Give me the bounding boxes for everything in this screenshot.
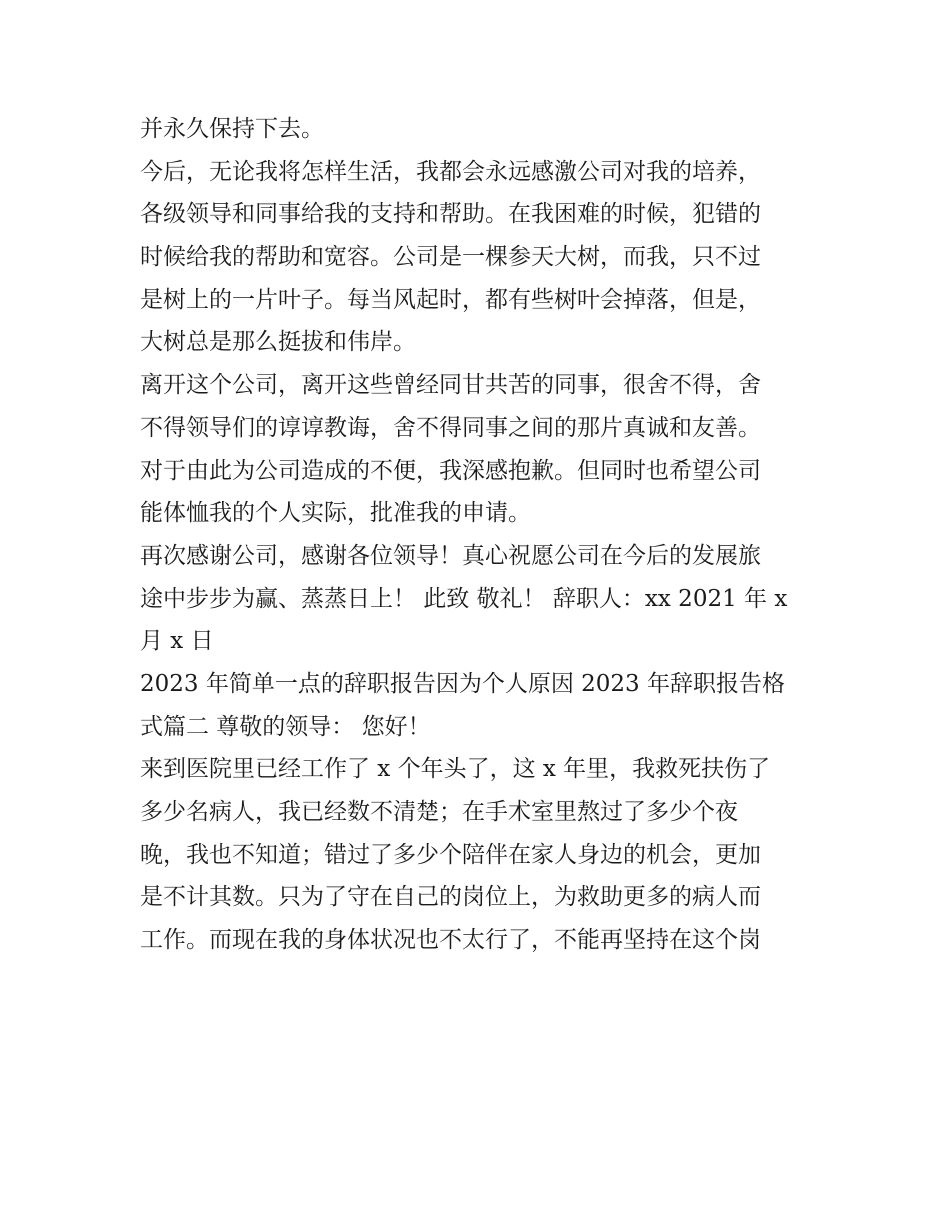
text-line: 今后，无论我将怎样生活，我都会永远感激公司对我的培养， <box>140 158 761 185</box>
text-line: 途中步步为赢、蒸蒸日上！ 此致 敬礼！ 辞职人：xx 2021 年 x <box>140 585 788 612</box>
text-line: 能体恤我的个人实际，批准我的申请。 <box>140 500 531 527</box>
text-line: 是不计其数。只为了守在自己的岗位上，为救助更多的病人而 <box>140 884 761 911</box>
text-line: 再次感谢公司，感谢各位领导！真心祝愿公司在今后的发展旅 <box>140 542 761 569</box>
text-line: 各级领导和同事给我的支持和帮助。在我困难的时候，犯错的 <box>140 201 761 228</box>
text-line: 式篇二 尊敬的领导： 您好！ <box>140 713 431 740</box>
text-line: 2023 年简单一点的辞职报告因为个人原因 2023 年辞职报告格 <box>140 670 785 697</box>
text-line: 时候给我的帮助和宽容。公司是一棵参天大树，而我，只不过 <box>140 244 761 271</box>
text-line: 月 x 日 <box>140 628 214 655</box>
text-line: 是树上的一片叶子。每当风起时，都有些树叶会掉落，但是， <box>140 286 761 313</box>
text-line: 对于由此为公司造成的不便，我深感抱歉。但同时也希望公司 <box>140 457 761 484</box>
text-line: 多少名病人，我已经数不清楚；在手术室里熬过了多少个夜 <box>140 799 738 825</box>
text-line: 离开这个公司，离开这些曾经同甘共苦的同事，很舍不得，舍 <box>140 372 761 399</box>
text-line: 大树总是那么挺拔和伟岸。 <box>140 329 416 356</box>
text-line: 晚，我也不知道；错过了多少个陪伴在家人身边的机会，更加 <box>140 841 761 868</box>
text-line: 来到医院里已经工作了 x 个年头了，这 x 年里，我救死扶伤了 <box>140 756 771 783</box>
text-line: 工作。而现在我的身体状况也不太行了，不能再坚持在这个岗 <box>140 927 761 954</box>
text-line: 并永久保持下去。 <box>140 116 324 142</box>
text-line: 不得领导们的谆谆教诲，舍不得同事之间的那片真诚和友善。 <box>140 414 761 441</box>
document-body <box>140 108 820 962</box>
